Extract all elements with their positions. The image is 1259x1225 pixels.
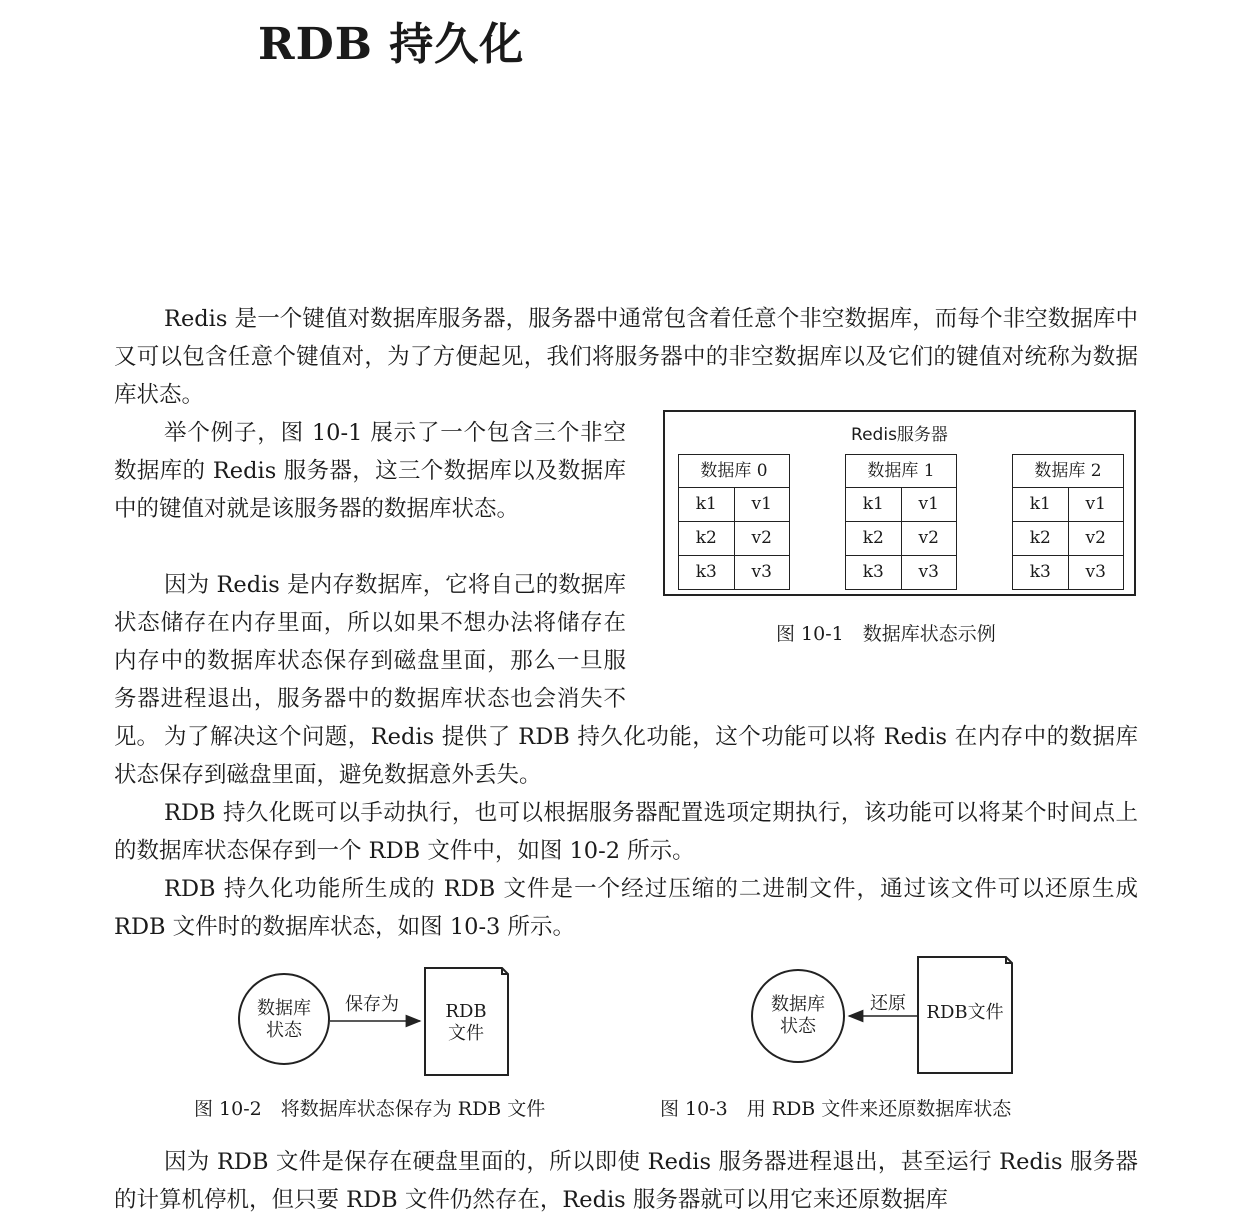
value-cell: v2 <box>751 528 772 548</box>
value-cell: v1 <box>1085 494 1106 514</box>
key-cell: k2 <box>679 522 735 555</box>
fig2-circle-label <box>246 998 322 1042</box>
file-line-2: 文件 <box>448 1023 484 1044</box>
value-cell: v3 <box>1085 562 1106 582</box>
paragraph-2: 举个例子，图 10-1 展示了一个包含三个非空数据库的 Redis 服务器，这三个数据库以及数据库中的键值对就是该服务器的数据库状态。 <box>114 420 626 522</box>
paragraph-3: 因为 Redis 是内存数据库，它将自己的数据库状态储存在内存里面，所以如果不想办法将储存在内存中的数据库状态保存到磁盘里面，那么一旦服务器进程退出，服务器中的数据库状态也会消失不见。 <box>114 572 626 750</box>
figure-10-3-caption: 图 10-3 用 RDB 文件来还原数据库状态 <box>660 1098 1012 1120</box>
server-label: Redis服务器 <box>851 425 948 445</box>
value-cell: v1 <box>918 494 939 514</box>
key-cell: k1 <box>679 488 735 521</box>
circle-line-2: 状态 <box>266 1020 302 1041</box>
page-title: RDB 持久化 <box>258 19 525 70</box>
key-cell: k2 <box>1013 522 1069 555</box>
circle-line-1: 数据库 <box>257 998 311 1019</box>
circle-line-1: 数据库 <box>771 994 825 1015</box>
value-cell: v3 <box>751 562 772 582</box>
circle-line-2: 状态 <box>780 1016 816 1037</box>
paragraph-4: 为了解决这个问题，Redis 提供了 RDB 持久化功能，这个功能可以将 Redis 在内存中的数据库状态保存到磁盘里面，避免数据意外丢失。 <box>114 724 1138 788</box>
database-name: 数据库 1 <box>846 455 956 488</box>
key-cell: k2 <box>846 522 902 555</box>
database-name: 数据库 0 <box>679 455 789 488</box>
fig3-file-label: RDB文件 <box>926 1002 1004 1023</box>
value-cell: v2 <box>1085 528 1106 548</box>
fig3-circle-label <box>760 994 836 1038</box>
file-line-1: RDB <box>445 1001 487 1022</box>
figure-10-1-caption: 图 10-1 数据库状态示例 <box>776 623 996 645</box>
key-cell: k3 <box>846 556 902 589</box>
key-cell: k1 <box>1013 488 1069 521</box>
key-cell: k3 <box>1013 556 1069 589</box>
paragraph-5: RDB 持久化既可以手动执行，也可以根据服务器配置选项定期执行，该功能可以将某个时间点上的数据库状态保存到一个 RDB 文件中，如图 10-2 所示。 <box>114 800 1138 864</box>
figure-10-2-caption: 图 10-2 将数据库状态保存为 RDB 文件 <box>194 1098 546 1120</box>
value-cell: v1 <box>751 494 772 514</box>
database-name: 数据库 2 <box>1013 455 1123 488</box>
value-cell: v2 <box>918 528 939 548</box>
paragraph-6: RDB 持久化功能所生成的 RDB 文件是一个经过压缩的二进制文件，通过该文件可以还原生成 RDB 文件时的数据库状态，如图 10-3 所示。 <box>114 876 1138 940</box>
paragraph-7: 因为 RDB 文件是保存在硬盘里面的，所以即使 Redis 服务器进程退出，甚至运行 Redis 服务器的计算机停机，但只要 RDB 文件仍然存在，Redis 服务器就可以用它来还原数据库 <box>114 1149 1138 1213</box>
fig3-arrow-label: 还原 <box>870 993 906 1014</box>
value-cell: v3 <box>918 562 939 582</box>
paragraph-1: Redis 是一个键值对数据库服务器，服务器中通常包含着任意个非空数据库，而每个非空数据库中又可以包含任意个键值对，为了方便起见，我们将服务器中的非空数据库以及它们的键值对统称为数据库状态。 <box>114 306 1138 408</box>
key-cell: k3 <box>679 556 735 589</box>
fig2-arrow-label: 保存为 <box>345 994 399 1015</box>
fig2-file-label <box>427 1001 505 1045</box>
key-cell: k1 <box>846 488 902 521</box>
